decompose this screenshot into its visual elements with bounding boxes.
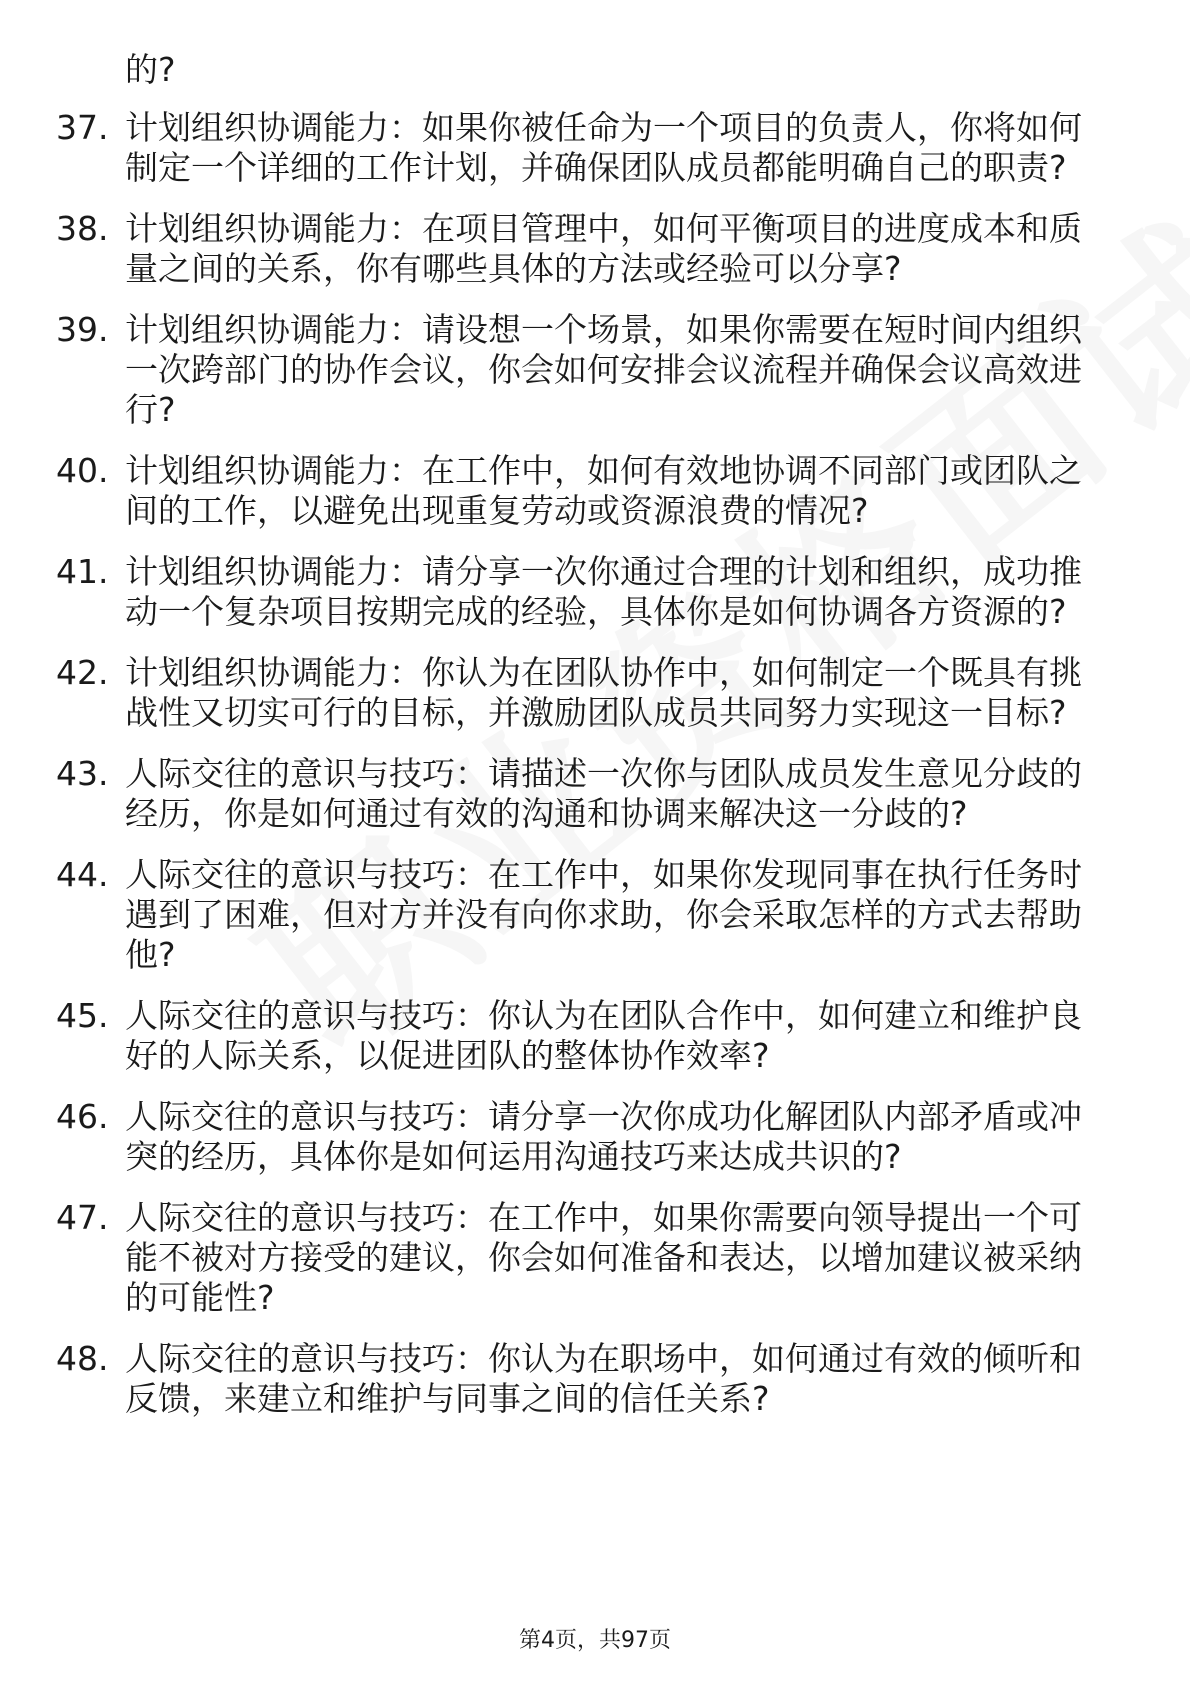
- question-text: 计划组织协调能力：如果你被任命为一个项目的负责人，你将如何制定一个详细的工作计划，并确保团队成员都能明确自己的职责?: [125, 108, 1082, 187]
- list-item: [0, 1339, 1190, 1419]
- question-number: 37.: [56, 108, 109, 147]
- question-number: 38.: [56, 209, 109, 248]
- question-text: 计划组织协调能力：你认为在团队协作中，如何制定一个既具有挑战性又切实可行的目标，并激励团队成员共同努力实现这一目标?: [125, 653, 1082, 732]
- question-text: 人际交往的意识与技巧：请分享一次你成功化解团队内部矛盾或冲突的经历，具体你是如何运用沟通技巧来达成共识的?: [125, 1097, 1082, 1176]
- question-list: [0, 108, 1190, 1440]
- list-item: [0, 108, 1190, 188]
- list-item: [0, 310, 1190, 430]
- question-number: 40.: [56, 451, 109, 490]
- question-number: 46.: [56, 1097, 109, 1136]
- list-item: [0, 996, 1190, 1076]
- list-item: [0, 552, 1190, 632]
- question-text: 计划组织协调能力：在工作中，如何有效地协调不同部门或团队之间的工作，以避免出现重复劳动或资源浪费的情况?: [125, 451, 1082, 530]
- continuation-text: 的?: [125, 50, 176, 89]
- list-item: [0, 451, 1190, 531]
- list-item: [0, 754, 1190, 834]
- question-text: 人际交往的意识与技巧：你认为在团队合作中，如何建立和维护良好的人际关系，以促进团队的整体协作效率?: [125, 996, 1082, 1075]
- question-text: 人际交往的意识与技巧：你认为在职场中，如何通过有效的倾听和反馈，来建立和维护与同事之间的信任关系?: [125, 1339, 1082, 1418]
- question-text: 人际交往的意识与技巧：在工作中，如果你需要向领导提出一个可能不被对方接受的建议，你会如何准备和表达，以增加建议被采纳的可能性?: [125, 1198, 1082, 1317]
- question-number: 48.: [56, 1339, 109, 1378]
- question-number: 43.: [56, 754, 109, 793]
- question-text: 人际交往的意识与技巧：请描述一次你与团队成员发生意见分歧的经历，你是如何通过有效的沟通和协调来解决这一分歧的?: [125, 754, 1082, 833]
- question-number: 41.: [56, 552, 109, 591]
- list-item: [0, 209, 1190, 289]
- list-item: [0, 1097, 1190, 1177]
- question-number: 45.: [56, 996, 109, 1035]
- page-footer: 第4页，共97页: [519, 1628, 671, 1653]
- list-item: [0, 1198, 1190, 1318]
- question-text: 计划组织协调能力：在项目管理中，如何平衡项目的进度成本和质量之间的关系，你有哪些具体的方法或经验可以分享?: [125, 209, 1082, 288]
- question-text: 计划组织协调能力：请设想一个场景，如果你需要在短时间内组织一次跨部门的协作会议，你会如何安排会议流程并确保会议高效进行?: [125, 310, 1082, 429]
- question-number: 42.: [56, 653, 109, 692]
- question-number: 44.: [56, 855, 109, 894]
- list-item: [0, 855, 1190, 975]
- list-item: [0, 653, 1190, 733]
- question-number: 47.: [56, 1198, 109, 1237]
- question-number: 39.: [56, 310, 109, 349]
- question-text: 人际交往的意识与技巧：在工作中，如果你发现同事在执行任务时遇到了困难，但对方并没有向你求助，你会采取怎样的方式去帮助他?: [125, 855, 1082, 974]
- question-text: 计划组织协调能力：请分享一次你通过合理的计划和组织，成功推动一个复杂项目按期完成的经验，具体你是如何协调各方资源的?: [125, 552, 1082, 631]
